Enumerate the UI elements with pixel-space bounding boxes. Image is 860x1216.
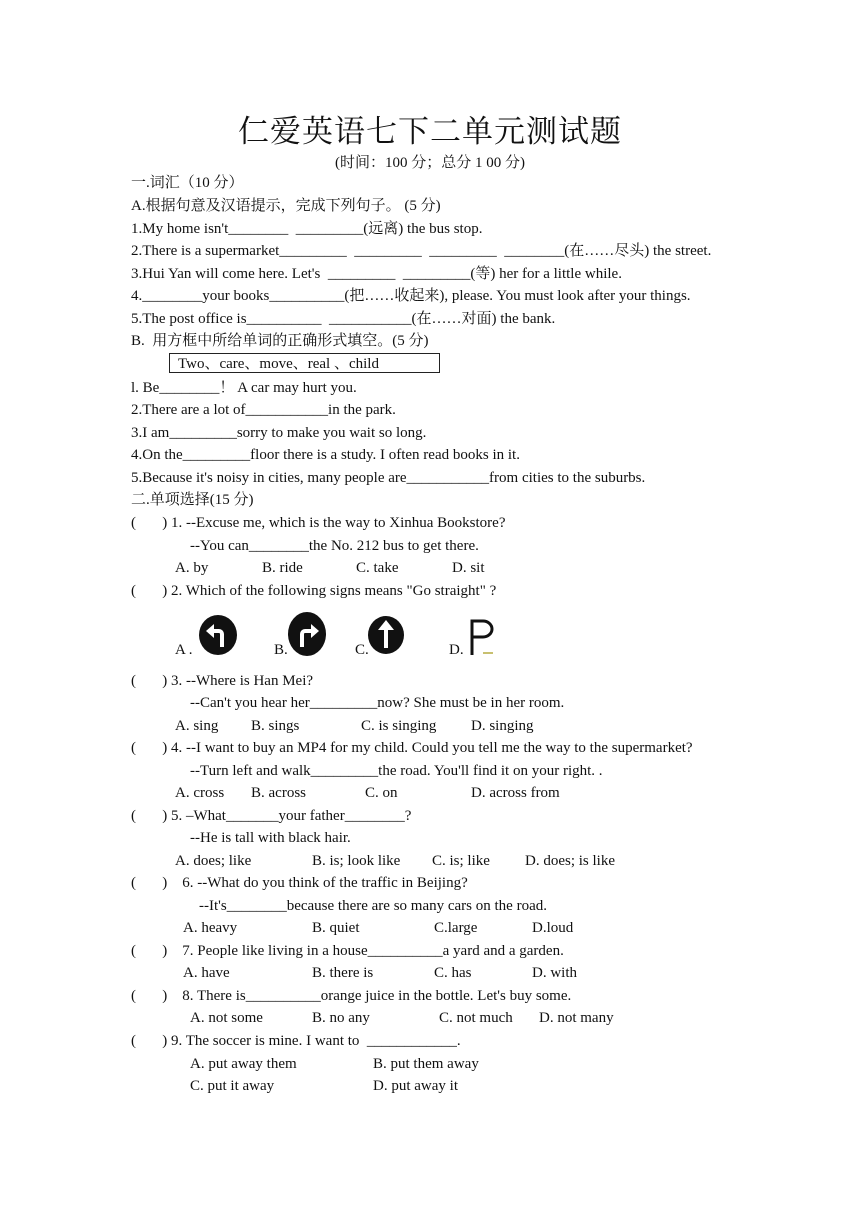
question-8-option-a: A. not some (190, 1010, 263, 1026)
word-box: Two、care、move、real 、child (169, 353, 440, 373)
question-9-option-a: A. put away them (190, 1056, 297, 1072)
page-title: 仁爱英语七下二单元测试题 (238, 114, 622, 150)
part-a-item-4: 4.________your books__________(把……收起来), please. You must look after your things. (131, 288, 691, 304)
question-2-label-a: A . (175, 642, 193, 658)
question-4-option-c: C. on (365, 785, 398, 801)
question-8-stem: ( ) 8. There is__________orange juice in the bottle. Let's buy some. (131, 988, 572, 1004)
question-9-option-b: B. put them away (373, 1056, 479, 1072)
question-2-label-b: B. (274, 642, 288, 658)
question-9-option-c: C. put it away (190, 1078, 275, 1094)
question-2-stem: ( ) 2. Which of the following signs means "Go straight" ? (131, 583, 497, 599)
part-b-item-5: 5.Because it's noisy in cities, many people are___________from cities to the suburbs. (131, 470, 646, 486)
question-4-option-a: A. cross (175, 785, 225, 801)
part-b-item-3: 3.I am_________sorry to make you wait so long. (131, 425, 427, 441)
parking-sign-icon (469, 618, 497, 656)
question-7-option-d: D. with (532, 965, 577, 981)
question-9-stem: ( ) 9. The soccer is mine. I want to ____________. (131, 1033, 461, 1049)
question-6-line2: --It's________because there are so many cars on the road. (199, 898, 547, 914)
question-1-stem: ( ) 1. --Excuse me, which is the way to Xinhua Bookstore? (131, 515, 506, 531)
question-3-option-c: C. is singing (361, 718, 437, 734)
question-7-option-b: B. there is (312, 965, 374, 981)
question-2-label-d: D. (449, 642, 464, 658)
part-a-item-3: 3.Hui Yan will come here. Let's _________ _________(等) her for a little while. (131, 266, 622, 282)
part-a-item-5: 5.The post office is__________ ___________(在……对面) the bank. (131, 311, 556, 327)
turn-right-sign-icon (287, 611, 327, 657)
question-4-option-d: D. across from (471, 785, 560, 801)
question-5-stem: ( ) 5. –What_______your father________? (131, 808, 412, 824)
question-3-stem: ( ) 3. --Where is Han Mei? (131, 673, 314, 689)
question-6-option-b: B. quiet (312, 920, 360, 936)
turn-left-sign-icon (198, 614, 238, 656)
question-5-line2: --He is tall with black hair. (190, 830, 351, 846)
question-2-label-c: C. (355, 642, 369, 658)
question-5-option-b: B. is; look like (312, 853, 401, 869)
question-8-option-c: C. not much (439, 1010, 513, 1026)
question-7-stem: ( ) 7. People like living in a house__________a yard and a garden. (131, 943, 564, 959)
question-5-option-c: C. is; like (432, 853, 490, 869)
question-4-stem: ( ) 4. --I want to buy an MP4 for my child. Could you tell me the way to the supermarket? (131, 740, 693, 756)
page-subtitle: (时间：100 分；总分 1 00 分) (335, 155, 525, 171)
question-4-line2: --Turn left and walk_________the road. You'll find it on your right. . (190, 763, 603, 779)
go-straight-sign-icon (367, 615, 405, 655)
question-3-line2: --Can't you hear her_________now? She must be in her room. (190, 695, 565, 711)
part-b-heading: B. 用方框中所给单词的正确形式填空。(5 分) (131, 333, 429, 349)
question-7-option-a: A. have (183, 965, 230, 981)
section-1-heading: 一.词汇（10 分） (131, 175, 244, 191)
part-b-item-1: l. Be________！ A car may hurt you. (131, 380, 357, 396)
question-4-option-b: B. across (251, 785, 306, 801)
question-9-option-d: D. put away it (373, 1078, 458, 1094)
question-3-option-d: D. singing (471, 718, 534, 734)
question-1-line2: --You can________the No. 212 bus to get there. (190, 538, 479, 554)
part-a-item-2: 2.There is a supermarket_________ _________ _________ ________(在……尽头) the street. (131, 243, 712, 259)
question-6-option-c: C.large (434, 920, 478, 936)
section-2-heading: 二.单项选择(15 分) (131, 492, 254, 508)
question-6-option-a: A. heavy (183, 920, 238, 936)
question-1-option-c: C. take (356, 560, 399, 576)
question-1-option-a: A. by (175, 560, 209, 576)
question-5-option-d: D. does; is like (525, 853, 615, 869)
question-8-option-d: D. not many (539, 1010, 614, 1026)
question-6-option-d: D.loud (532, 920, 574, 936)
part-b-item-2: 2.There are a lot of___________in the park. (131, 402, 396, 418)
part-b-item-4: 4.On the_________floor there is a study. I often read books in it. (131, 447, 520, 463)
part-a-heading: A.根据句意及汉语提示，完成下列句子。 (5 分) (131, 198, 441, 214)
question-7-option-c: C. has (434, 965, 472, 981)
question-1-option-b: B. ride (262, 560, 303, 576)
question-1-option-d: D. sit (452, 560, 485, 576)
part-a-item-1: 1.My home isn't________ _________(远离) the bus stop. (131, 221, 483, 237)
question-3-option-a: A. sing (175, 718, 219, 734)
question-6-stem: ( ) 6. --What do you think of the traffic in Beijing? (131, 875, 468, 891)
question-5-option-a: A. does; like (175, 853, 252, 869)
question-8-option-b: B. no any (312, 1010, 370, 1026)
question-3-option-b: B. sings (251, 718, 300, 734)
